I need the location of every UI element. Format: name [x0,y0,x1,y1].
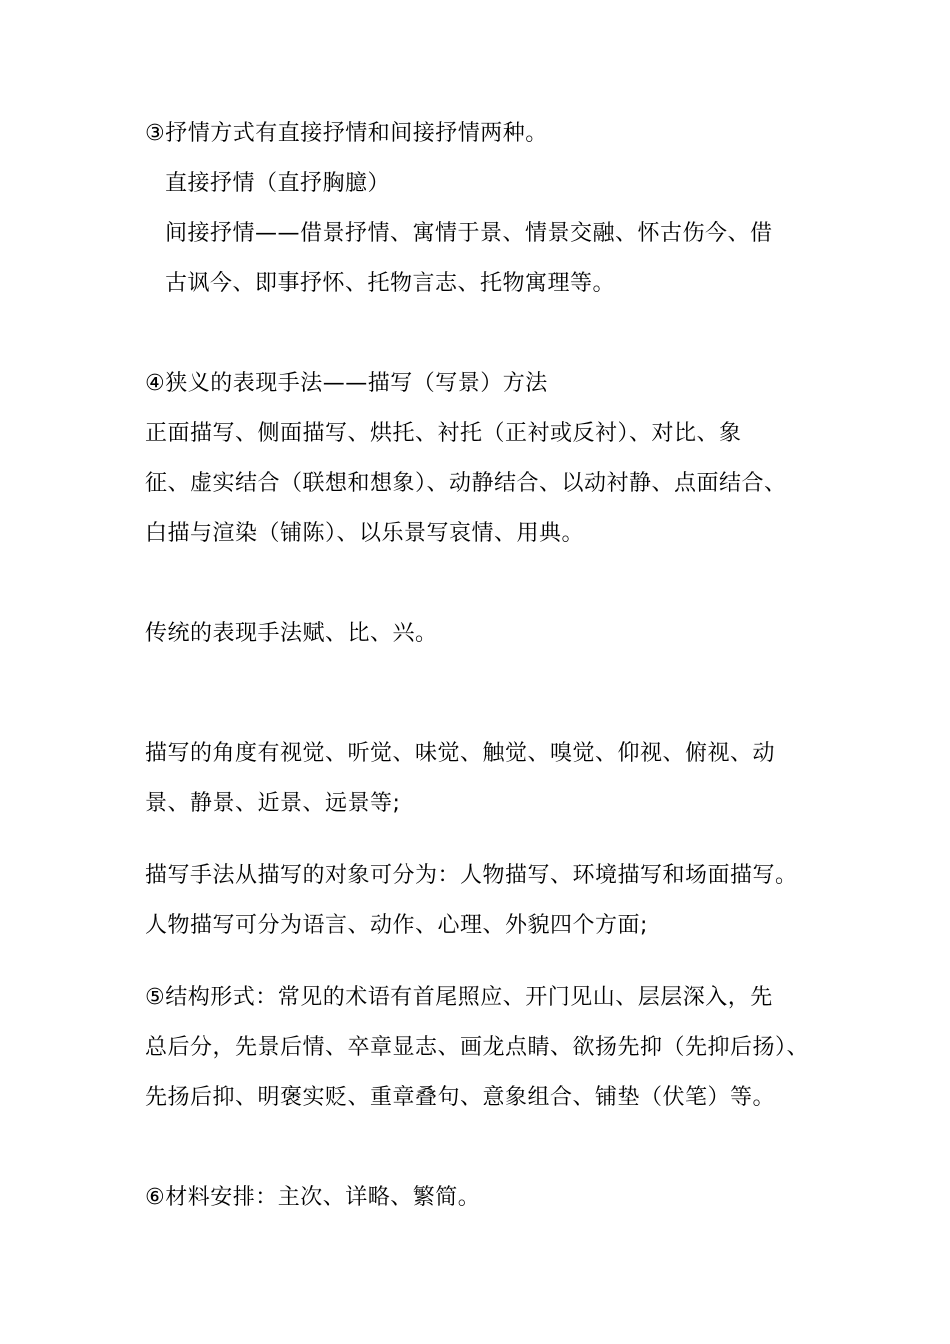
description-angle-line-1: 描写的角度有视觉、听觉、味觉、触觉、嗅觉、仰视、俯视、动 [145,741,776,766]
description-object-line: 描写手法从描写的对象可分为：人物描写、环境描写和场面描写。 [145,863,798,888]
traditional-method-line: 传统的表现手法赋、比、兴。 [145,621,438,646]
indirect-lyric-line-2: 古讽今、即事抒怀、托物言志、托物寓理等。 [165,271,616,296]
description-method-line-3: 白描与渲染（铺陈）、以乐景写哀情、用典。 [145,521,585,546]
structure-line-2: 总后分，先景后情、卒章显志、画龙点睛、欲扬先抑（先抑后扬）、 [145,1035,810,1060]
indirect-lyric-line-1: 间接抒情——借景抒情、寓情于景、情景交融、怀古伤今、借 [165,221,773,246]
description-method-line-2: 征、虚实结合（联想和想象）、动静结合、以动衬静、点面结合、 [145,471,787,496]
direct-lyric-line: 直接抒情（直抒胸臆） [165,171,391,196]
material-arrangement-line: ⑥材料安排：主次、详略、繁简。 [145,1185,481,1210]
description-angle-line-2: 景、静景、近景、远景等; [145,791,401,816]
structure-line-3: 先扬后抑、明褒实贬、重章叠句、意象组合、铺垫（伏笔）等。 [145,1085,776,1110]
description-method-line-1: 正面描写、侧面描写、烘托、衬托（正衬或反衬）、对比、象 [145,421,742,446]
structure-line-1: ⑤结构形式：常见的术语有首尾照应、开门见山、层层深入，先 [145,985,773,1010]
lyric-method-heading: ③抒情方式有直接抒情和间接抒情两种。 [145,121,548,146]
character-description-line: 人物描写可分为语言、动作、心理、外貌四个方面; [145,913,648,938]
description-method-heading: ④狭义的表现手法——描写（写景）方法 [145,371,548,396]
